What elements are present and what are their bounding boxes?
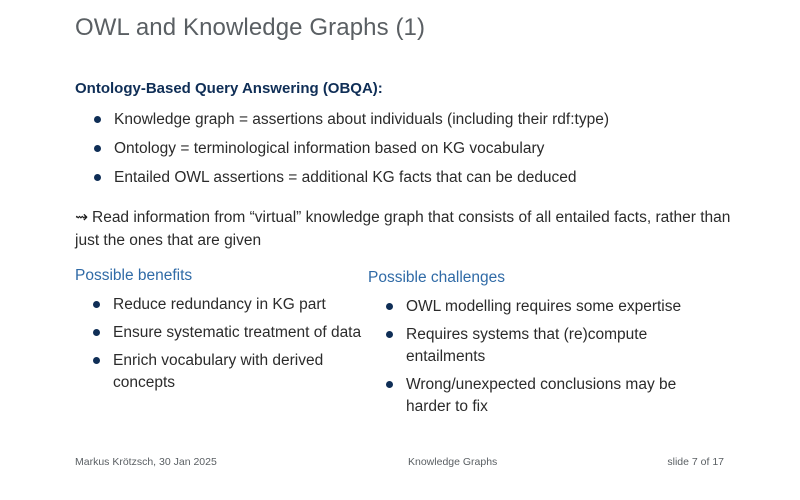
bullet-icon [386, 331, 393, 338]
benefits-heading: Possible benefits [75, 267, 193, 284]
list-item [368, 374, 688, 418]
main-bullet-list [92, 110, 609, 197]
list-item [368, 324, 688, 368]
slide-title: OWL and Knowledge Graphs (1) [75, 14, 426, 41]
list-item-text: Wrong/unexpected conclusions may be harder to fix [406, 376, 677, 415]
challenges-list [368, 296, 682, 418]
challenges-heading: Possible challenges [368, 269, 506, 286]
bullet-icon [94, 174, 101, 181]
section-heading: Ontology-Based Query Answering (OBQA): [75, 80, 383, 97]
list-item [92, 139, 609, 168]
footer-page-number: slide 7 of 17 [667, 456, 724, 468]
challenges-column [368, 268, 682, 424]
bullet-icon [94, 116, 101, 123]
list-item-text: Reduce redundancy in KG part [113, 296, 326, 313]
squiggly-arrow-icon: ⇝ [75, 209, 88, 226]
bullet-icon [386, 303, 393, 310]
list-item-text: Requires systems that (re)compute entailments [406, 326, 648, 365]
list-item [368, 296, 688, 318]
list-item [75, 322, 365, 344]
benefits-list [75, 294, 375, 394]
list-item [92, 168, 609, 197]
footer-course: Knowledge Graphs [408, 456, 498, 468]
bullet-icon [93, 329, 100, 336]
bullet-icon [386, 381, 393, 388]
list-item-text: Ontology = terminological information based on KG vocabulary [114, 140, 545, 157]
bullet-icon [93, 301, 100, 308]
list-item [92, 110, 609, 139]
bullet-icon [94, 145, 101, 152]
bullet-icon [93, 357, 100, 364]
list-item-text: OWL modelling requires some expertise [406, 298, 682, 315]
list-item [75, 294, 365, 316]
benefits-column [75, 266, 375, 400]
list-item-text: Knowledge graph = assertions about individuals (including their rdf:type) [114, 111, 610, 128]
list-item-text: Ensure systematic treatment of data [113, 324, 362, 341]
list-item-text: Enrich vocabulary with derived concepts [113, 352, 324, 391]
list-item-text: Entailed OWL assertions = additional KG facts that can be deduced [114, 169, 577, 186]
conclusion-text: Read information from “virtual” knowledge graph that consists of all entailed facts, rather than just the ones that are given [75, 209, 731, 249]
list-item [75, 350, 365, 394]
footer-author-date: Markus Krötzsch, 30 Jan 2025 [75, 456, 217, 468]
conclusion-text-block [75, 206, 735, 252]
